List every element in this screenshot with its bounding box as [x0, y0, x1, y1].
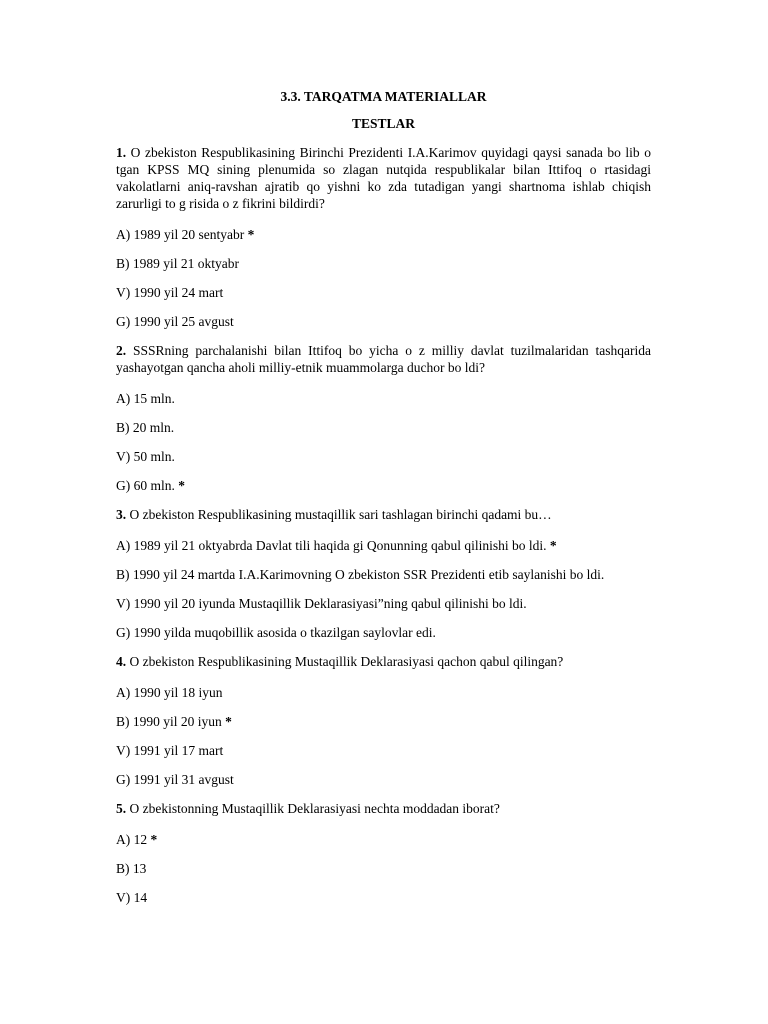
question-body: O zbekiston Respublikasining Mustaqillik Deklarasiyasi qachon qabul qilingan?: [126, 654, 564, 669]
question-body: O zbekiston Respublikasining Birinchi Prezidenti I.A.Karimov quyidagi qaysi sanada bo lib o tgan KPSS MQ sining plenumida so zlagan nutqida respublikalar bilan Ittifoq o rtasidagi vakolatlarni aniq-ravshan ajratib qo yishni ko zda tutadigan yangi shartnoma ishlab chiqish zarurligi to g risida o z fikrini bildirdi?: [116, 145, 651, 211]
answer-option: [116, 313, 651, 330]
document-subheading: TESTLAR: [351, 116, 416, 131]
document-heading: 3.3. TARQATMA MATERIALLAR: [280, 89, 487, 104]
document-page: [116, 88, 651, 918]
question-text: [116, 506, 651, 523]
question-number: 4.: [116, 654, 127, 669]
answer-option: [116, 419, 651, 436]
option-text: G) 1991 yil 31 avgust: [116, 772, 234, 787]
correct-answer-mark: *: [247, 227, 255, 242]
answer-option: [116, 684, 651, 701]
option-text: B) 1989 yil 21 oktyabr: [116, 256, 239, 271]
question-block: [116, 653, 651, 788]
answer-option: [116, 831, 651, 848]
answer-option: [116, 860, 651, 877]
answer-option: [116, 284, 651, 301]
answer-option: [116, 448, 651, 465]
option-text: G) 1990 yil 25 avgust: [116, 314, 234, 329]
option-text: B) 13: [116, 861, 147, 876]
option-text: V) 50 mln.: [116, 449, 175, 464]
question-body: O zbekistonning Mustaqillik Deklarasiyasi nechta moddadan iborat?: [126, 801, 500, 816]
correct-answer-mark: *: [178, 478, 185, 493]
option-text: A) 1990 yil 18 iyun: [116, 685, 223, 700]
answer-option: [116, 537, 651, 554]
question-text: [116, 342, 651, 376]
correct-answer-mark: *: [225, 714, 232, 729]
option-text: V) 14: [116, 890, 148, 905]
answer-option: [116, 477, 651, 494]
question-text: [116, 144, 651, 212]
option-text: A) 1989 yil 20 sentyabr: [116, 227, 248, 242]
answer-option: [116, 595, 651, 612]
answer-option: [116, 390, 651, 407]
option-text: B) 1990 yil 20 iyun: [116, 714, 226, 729]
question-number: 3.: [116, 507, 127, 522]
option-text: A) 15 mln.: [116, 391, 175, 406]
answer-option: [116, 255, 651, 272]
option-text: G) 60 mln.: [116, 478, 179, 493]
correct-answer-mark: *: [549, 538, 557, 553]
option-text: B) 20 mln.: [116, 420, 175, 435]
answer-option: [116, 624, 651, 641]
question-number: 2.: [116, 343, 127, 358]
answer-option: [116, 566, 651, 583]
option-text: V) 1990 yil 24 mart: [116, 285, 224, 300]
question-number: 5.: [116, 801, 127, 816]
question-block: [116, 144, 651, 330]
answer-option: [116, 771, 651, 788]
option-text: G) 1990 yilda muqobillik asosida o tkazilgan saylovlar edi.: [116, 625, 436, 640]
option-text: V) 1991 yil 17 mart: [116, 743, 224, 758]
option-text: A) 1989 yil 21 oktyabrda Davlat tili haqida gi Qonunning qabul qilinishi bo ldi.: [116, 538, 550, 553]
answer-option: [116, 226, 651, 243]
question-body: SSSRning parchalanishi bilan Ittifoq bo yicha o z milliy davlat tuzilmalaridan tashqarida yashayotgan qancha aholi milliy-etnik muammolarga duchor bo ldi?: [116, 343, 651, 375]
question-block: [116, 342, 651, 494]
option-text: V) 1990 yil 20 iyunda Mustaqillik Deklarasiyasi”ning qabul qilinishi bo ldi.: [116, 596, 527, 611]
question-text: [116, 653, 651, 670]
answer-option: [116, 889, 651, 906]
question-block: [116, 506, 651, 641]
answer-option: [116, 742, 651, 759]
question-block: [116, 800, 651, 906]
option-text: A) 12: [116, 832, 151, 847]
question-number: 1.: [116, 145, 127, 160]
question-text: [116, 800, 651, 817]
answer-option: [116, 713, 651, 730]
question-body: O zbekiston Respublikasining mustaqillik sari tashlagan birinchi qadami bu…: [126, 507, 552, 522]
correct-answer-mark: *: [150, 832, 158, 847]
option-text: B) 1990 yil 24 martda I.A.Karimovning O zbekiston SSR Prezidenti etib saylanishi bo ldi.: [116, 567, 605, 582]
